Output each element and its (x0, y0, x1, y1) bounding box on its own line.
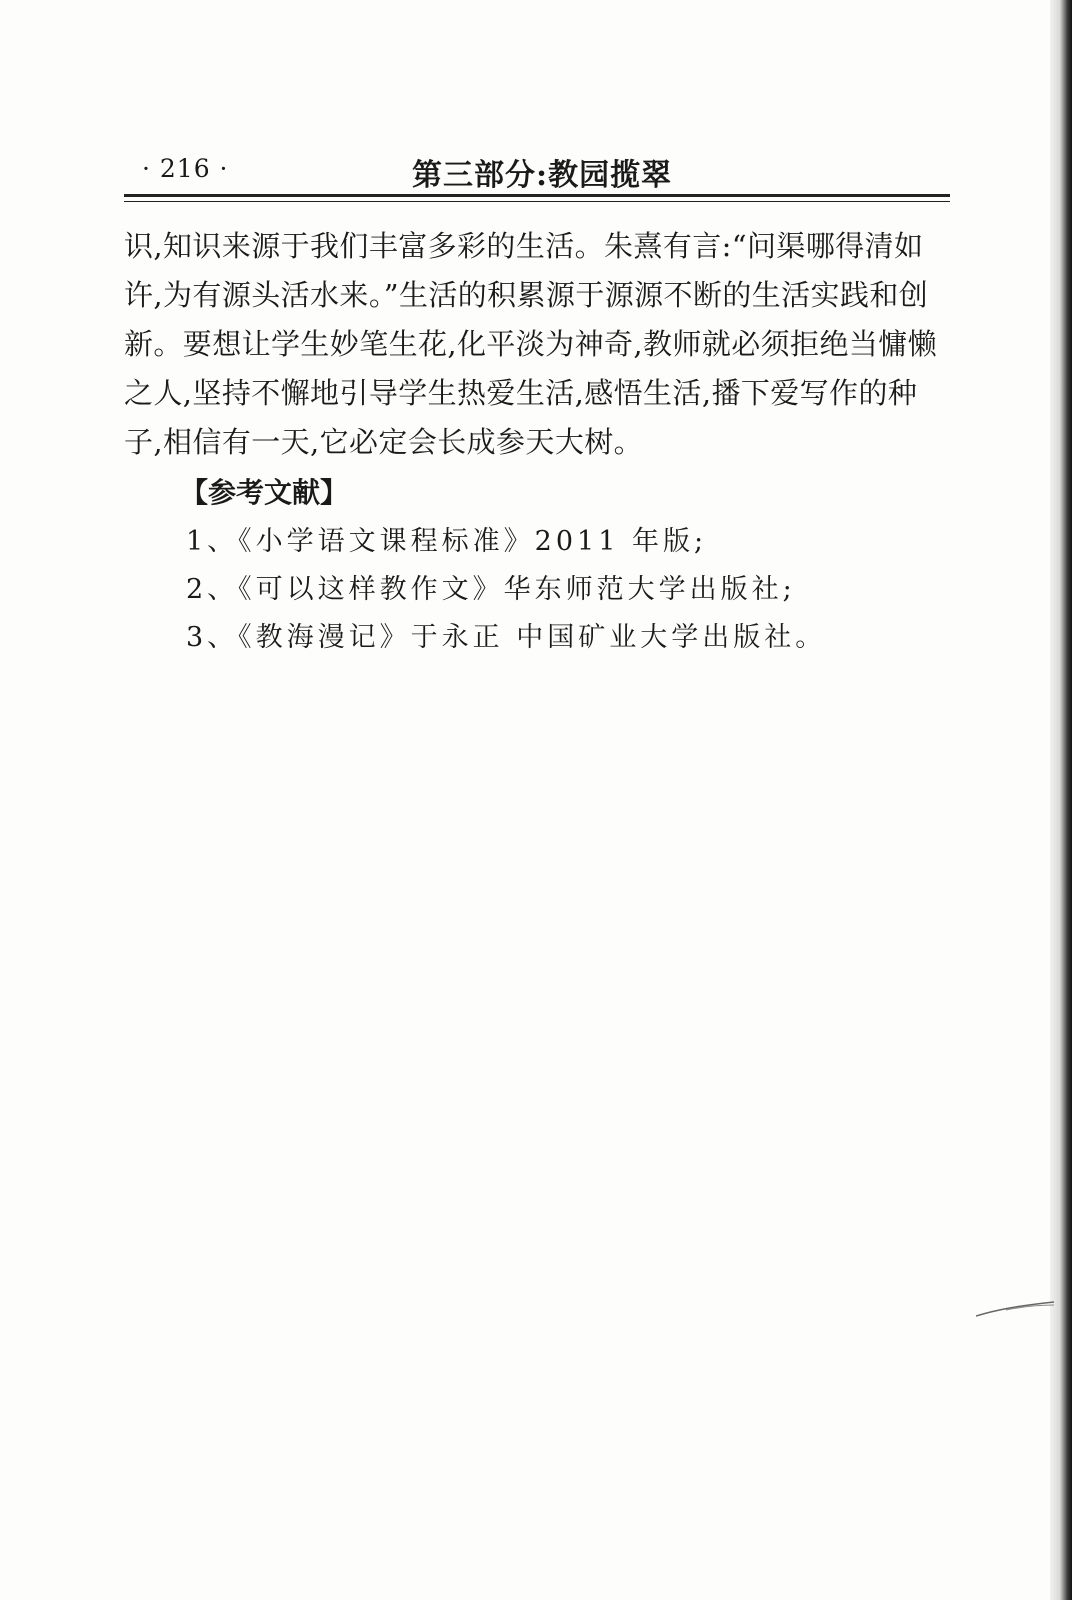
references-heading: 【参考文献】 (180, 476, 349, 509)
page-header (124, 148, 950, 193)
reference-item: 3、《教海漫记》于永正 中国矿业大学出版社。 (186, 622, 827, 653)
reference-item: 2、《可以这样教作文》华东师范大学出版社; (186, 574, 796, 605)
reference-item: 1、《小学语文课程标准》2011 年版; (186, 526, 708, 557)
section-title: 第三部分:教园揽翠 (412, 158, 673, 193)
body-line: 识,知识来源于我们丰富多彩的生活。朱熹有言:“问渠哪得清如 (124, 229, 924, 263)
header-rule-thin (124, 201, 950, 202)
body-line: 子,相信有一天,它必定会长成参天大树。 (124, 425, 644, 459)
scan-scratch-mark (976, 1298, 1054, 1320)
references-list (186, 518, 826, 662)
body-line: 之人,坚持不懈地引导学生热爱生活,感悟生活,播下爱写作的种 (124, 376, 918, 410)
header-rule-thick (124, 194, 950, 197)
body-line: 许,为有源头活水来。”生活的积累源于源源不断的生活实践和创 (124, 278, 929, 312)
page-edge-shadow (1050, 0, 1072, 1600)
page-number: · 216 · (142, 154, 229, 183)
body-paragraph (124, 222, 956, 467)
body-line: 新。要想让学生妙笔生花,化平淡为神奇,教师就必须拒绝当慵懒 (124, 327, 938, 361)
